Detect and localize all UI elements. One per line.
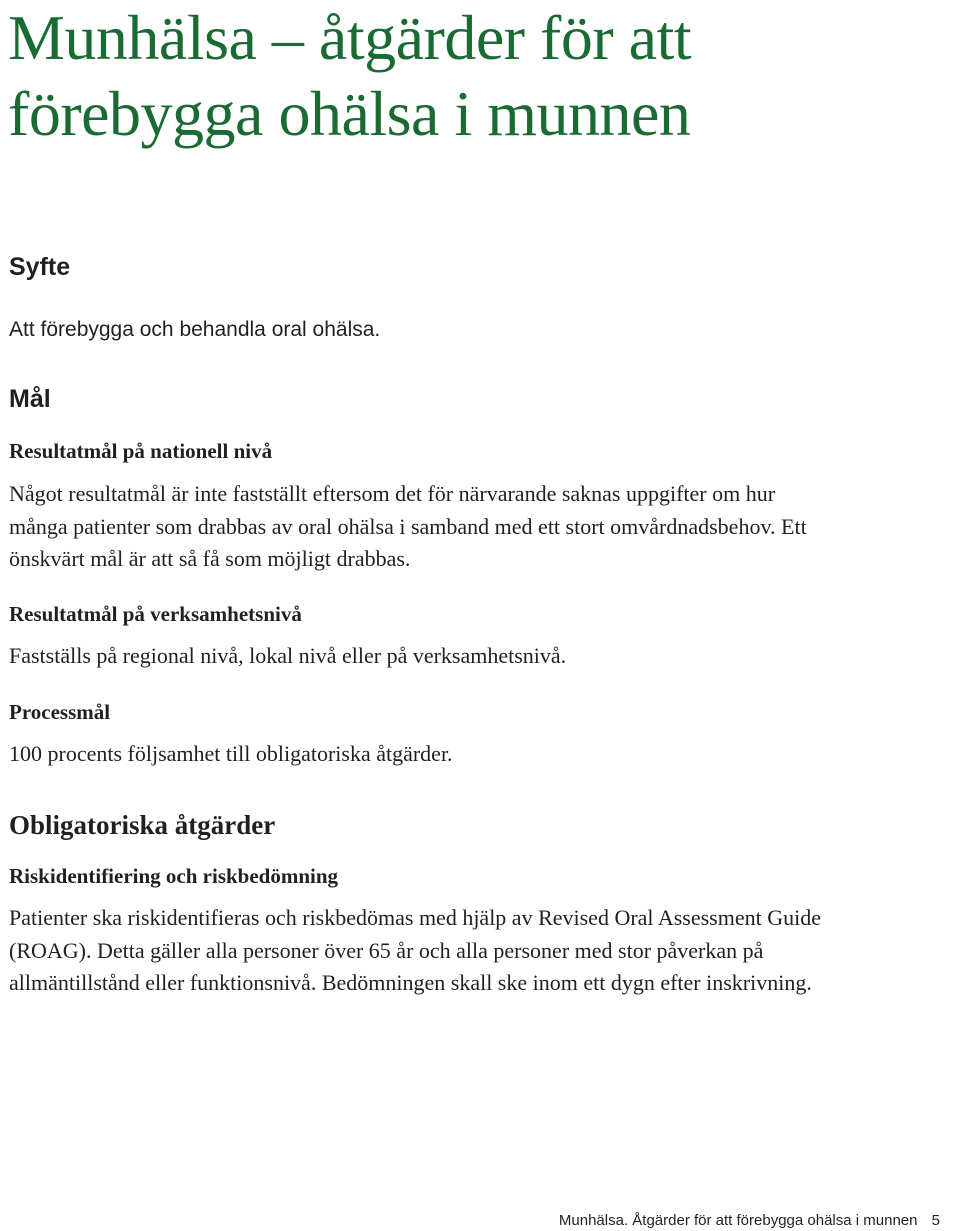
process-goal-text: 100 procents följsamhet till obligatoriska åtgärder. xyxy=(9,741,453,766)
syfte-text: Att förebygga och behandla oral ohälsa. xyxy=(9,318,381,341)
page-number: 5 xyxy=(931,1212,940,1229)
page-footer xyxy=(559,1211,940,1231)
heading-syfte: Syfte xyxy=(9,253,71,281)
business-goal-text: Fastställs på regional nivå, lokal nivå eller på verksamhetsnivå. xyxy=(9,643,567,668)
footer-topic: Munhälsa. xyxy=(558,1212,629,1229)
heading-risk-assessment: Riskidentifiering och riskbedömning xyxy=(9,864,339,888)
heading-process-goal: Processmål xyxy=(9,700,111,724)
heading-national-goal: Resultatmål på nationell nivå xyxy=(9,439,273,463)
heading-business-goal: Resultatmål på verksamhetsnivå xyxy=(9,602,302,626)
heading-mal: Mål xyxy=(9,385,51,413)
heading-mandatory-actions: Obligatoriska åtgärder xyxy=(9,810,276,840)
footer-title: Åtgärder för att förebygga ohälsa i munnen xyxy=(632,1212,918,1229)
national-goal-text: Något resultatmål är inte fastställt eftersom det för närvarande saknas uppgifter om hur många patienter som drabbas av oral ohälsa i samband med ett stort omvårdnadsbehov. Ett önskvärt mål är att så få som möjligt drabbas. xyxy=(9,481,807,571)
page-title: Munhälsa – åtgärder för att förebygga ohälsa i munnen xyxy=(8,2,692,149)
risk-assessment-text: Patienter ska riskidentifieras och riskbedömas med hjälp av Revised Oral Assessment Guide (ROAG). Detta gäller alla personer över 65 år och alla personer med stor påverkan på allmäntillstånd eller funktionsnivå. Bedömningen skall ske inom ett dygn efter inskrivning. xyxy=(9,905,821,995)
